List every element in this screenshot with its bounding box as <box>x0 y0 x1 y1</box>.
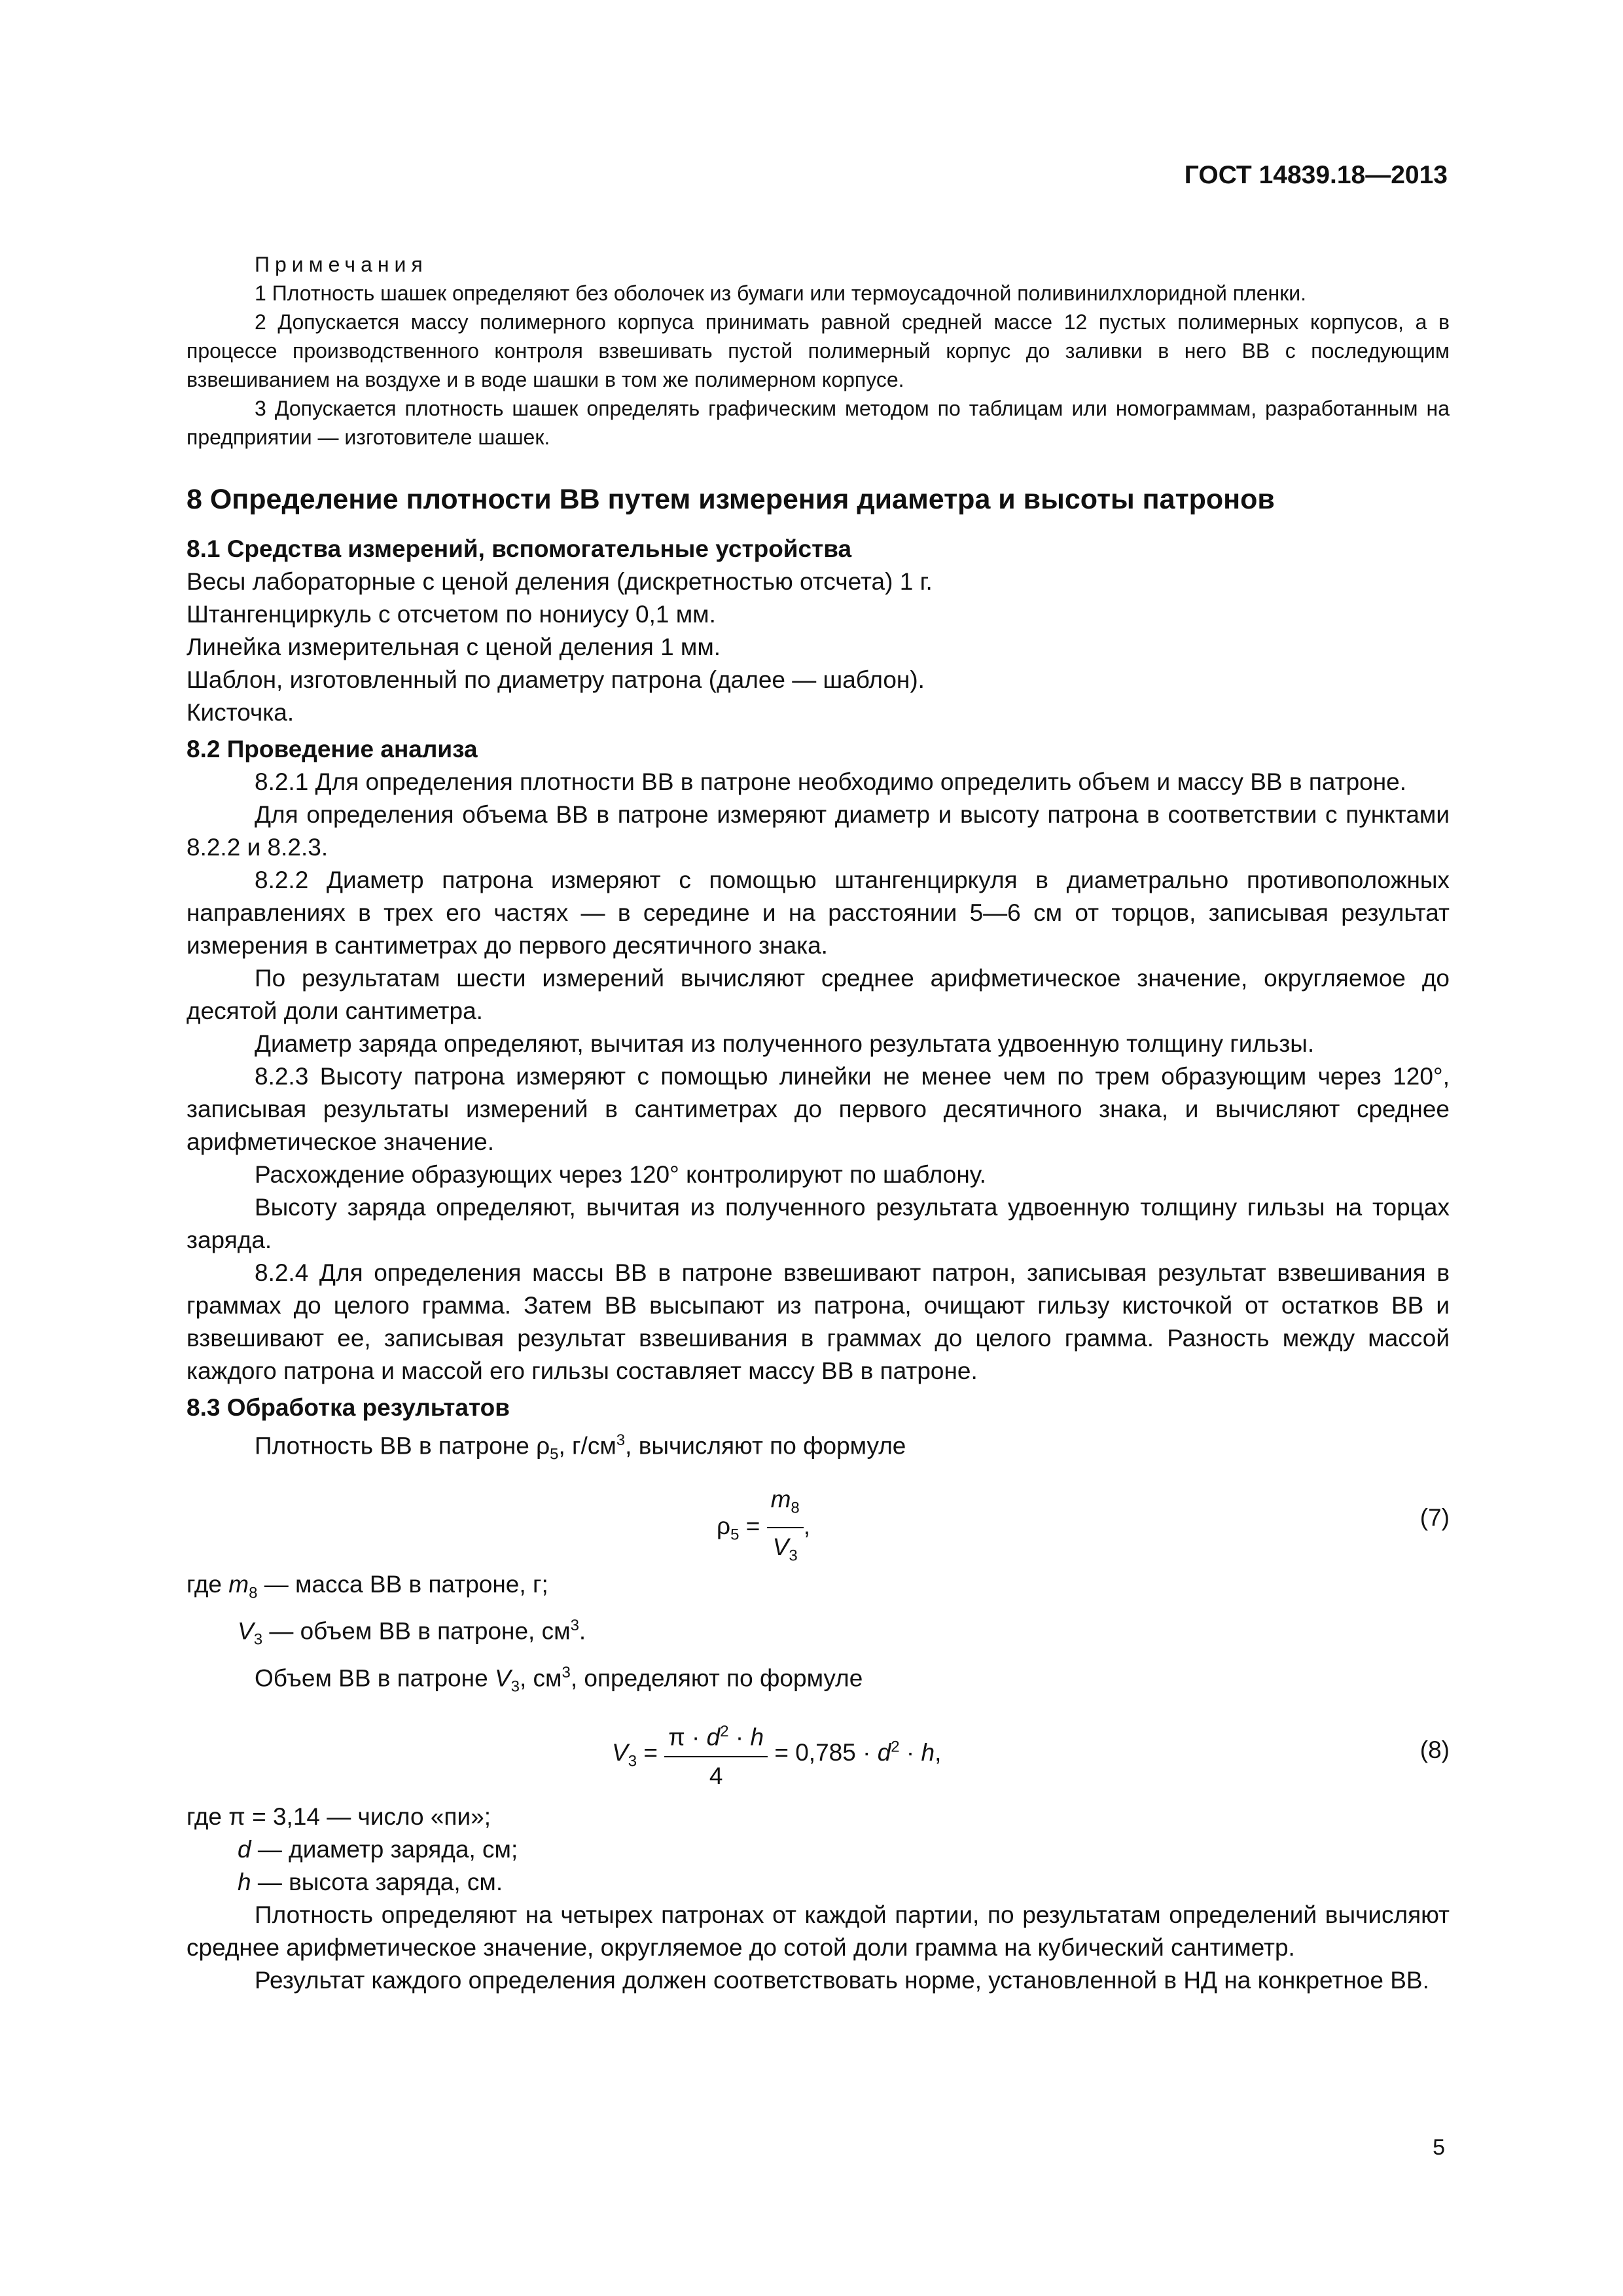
formula-8-fraction: $\frac{\pi \cdot d^2 \cdot h}{4}$ <box>664 1715 768 1793</box>
section-8-3-body <box>187 1424 1450 1997</box>
formula-8 <box>187 1715 1450 1794</box>
paragraph: 8.2.4 Для определения массы ВВ в патроне взвешивают патрон, записывая результат взвешивания в граммах до целого грамма. Затем ВВ высыпают из патрона, очищают гильзу кисточкой от остатков ВВ и взвешивают ее, записывая результат взвешивания в граммах до целого грамма. Разность между массой каждого патрона и массой его гильзы составляет массу ВВ в патроне. <box>187 1259 1450 1384</box>
paragraph: 8.2.2 Диаметр патрона измеряют с помощью штангенциркуля в диаметрально противоположных направлениях в трех его частях — в середине и на расстоянии 5—6 см от торцов, записывая результат измерения в сантиметрах до первого десятичного знака. <box>187 867 1450 959</box>
formula-7-where-1: где $m_8$ — масса ВВ в патроне, г; <box>187 1570 548 1602</box>
formula-8-intro: Объем ВВ в патроне $V_3$, $см^3$, определяют по формуле <box>255 1663 863 1696</box>
formula-7-number: (7) <box>1419 1503 1450 1531</box>
paragraph: По результатам шести измерений вычисляют среднее арифметическое значение, округляемое до десятой доли сантиметра. <box>187 965 1450 1024</box>
notes-block <box>187 250 1450 452</box>
note-1: 1 Плотность шашек определяют без оболочек из бумаги или термоусадочной поливинилхлоридной пленки. <box>255 281 1306 305</box>
paragraph: Результат каждого определения должен соответствовать норме, установленной в НД на конкретное ВВ. <box>255 1966 1429 1994</box>
formula-7 <box>187 1483 1450 1565</box>
section-8-2-title: 8.2 Проведение анализа <box>187 736 478 762</box>
paragraph: 8.2.3 Высоту патрона измеряют с помощью линейки не менее чем по трем образующим через 120°, записывая результаты измерений в сантиметрах до первого десятичного знака, и вычисляют среднее арифметическое значение. <box>187 1063 1450 1155</box>
section-8-2-body <box>187 766 1450 1388</box>
note-3: 3 Допускается плотность шашек определять графическим методом по таблицам или номограммам, разработанным на предприятии — изготовителе шашек. <box>187 397 1450 449</box>
document-code: ГОСТ 14839.18—2013 <box>1184 161 1448 189</box>
section-8-3-title: 8.3 Обработка результатов <box>187 1394 510 1421</box>
section-8-title: 8 Определение плотности ВВ путем измерения диаметра и высоты патронов <box>187 484 1275 515</box>
instrument-item: Штангенциркуль с отсчетом по нониусу 0,1 мм. <box>187 601 716 628</box>
instrument-item: Шаблон, изготовленный по диаметру патрона (далее — шаблон). <box>187 666 925 693</box>
paragraph: Высоту заряда определяют, вычитая из полученного результата удвоенную толщину гильзы на торцах заряда. <box>187 1194 1450 1253</box>
formula-7-fraction: $\frac{m_8}{V_3}$ <box>767 1483 804 1573</box>
instrument-item: Весы лабораторные с ценой деления (дискретностью отсчета) 1 г. <box>187 568 933 595</box>
paragraph: Расхождение образующих через 120° контролируют по шаблону. <box>255 1161 986 1188</box>
formula-7-expression: $\rho_5$ = $\frac{m_8}{V_3}$ , <box>717 1483 810 1573</box>
section-8-1-items <box>187 565 1450 729</box>
paragraph: Диаметр заряда определяют, вычитая из полученного результата удвоенную толщину гильзы. <box>255 1030 1315 1057</box>
instrument-item: Кисточка. <box>187 699 294 726</box>
formula-8-where-2: d — диаметр заряда, см; <box>238 1835 518 1863</box>
paragraph: 8.2.1 Для определения плотности ВВ в патроне необходимо определить объем и массу ВВ в патроне. <box>255 768 1407 795</box>
formula-7-intro: Плотность ВВ в патроне $\rho_5$, $г/см^3$, вычисляют по формуле <box>255 1431 906 1463</box>
formula-8-number: (8) <box>1419 1736 1450 1763</box>
formula-8-where-1: где π = 3,14 — число «пи»; <box>187 1803 491 1830</box>
paragraph: Для определения объема ВВ в патроне измеряют диаметр и высоту патрона в соответствии с пунктами 8.2.2 и 8.2.3. <box>187 801 1450 861</box>
page-number: 5 <box>1433 2135 1445 2160</box>
section-8-1-title: 8.1 Средства измерений, вспомогательные устройства <box>187 535 852 562</box>
instrument-item: Линейка измерительная с ценой деления 1 мм. <box>187 634 721 660</box>
formula-8-where-3: h — высота заряда, см. <box>238 1868 503 1895</box>
notes-title: Примечания <box>255 253 428 276</box>
paragraph: Плотность определяют на четырех патронах от каждой партии, по результатам определений вычисляют среднее арифметическое значение, округляемое до сотой доли грамма на кубический сантиметр. <box>187 1901 1450 1961</box>
note-2: 2 Допускается массу полимерного корпуса принимать равной средней массе 12 пустых полимерных корпусов, а в процессе производственного контроля взвешивать пустой полимерный корпус до заливки в него ВВ с последующим взвешиванием на воздухе и в воде шашки в том же полимерном корпусе. <box>187 310 1450 391</box>
formula-8-expression: $V_3$ = $\frac{\pi \cdot d^2 \cdot h}{4}$ = $0,785 \cdot d^2 \cdot h$, <box>612 1715 941 1793</box>
formula-7-where-2: $V_3$ — объем ВВ в патроне, $см^3$. <box>238 1617 586 1649</box>
